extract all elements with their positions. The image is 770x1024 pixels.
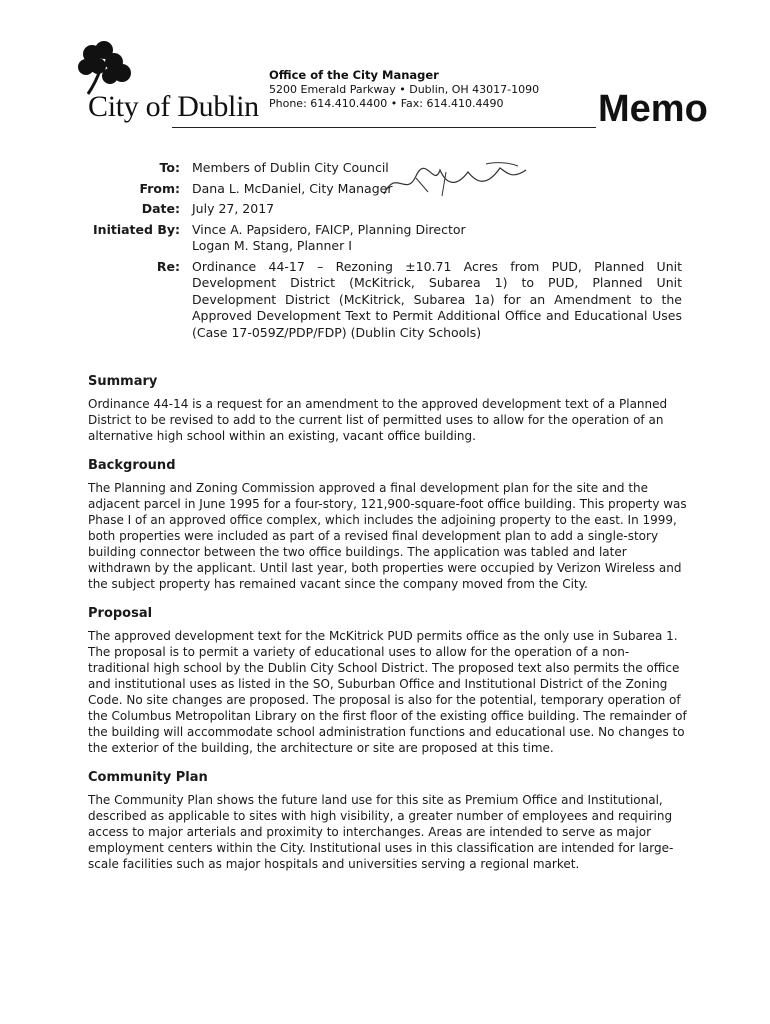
shamrock-icon xyxy=(74,40,144,96)
to-label: To: xyxy=(159,160,180,175)
memo-body xyxy=(88,374,688,886)
initiated-line-2: Logan M. Stang, Planner I xyxy=(192,238,352,253)
from-row xyxy=(82,181,682,198)
memo-fields xyxy=(82,160,682,345)
city-logo xyxy=(74,40,264,130)
header-divider xyxy=(172,127,596,128)
proposal-heading: Proposal xyxy=(88,606,153,621)
from-label: From: xyxy=(139,180,180,196)
background-text: The Planning and Zoning Commission approved a final development plan for the site and the adjacent parcel in June 1995 for a four-story, 121,900-square-foot office building. This property was Phase I of an approved office complex, which includes the adjoining property to the east. In 1999, both properties were included as part of a revised final development plan to add a single-story building connector between the two office buildings. The application was tabled and later withdrawn by the applicant. Until last year, both properties were occupied by Verizon Wireless and the subject property has remained vacant since the company moved from the City. xyxy=(88,481,687,591)
initiated-value xyxy=(192,222,682,255)
memo-title: Memo xyxy=(598,88,708,130)
logo-text: City of Dublin xyxy=(88,90,259,123)
office-block xyxy=(269,68,539,112)
re-value: Ordinance 44-17 – Rezoning ±10.71 Acres from PUD, Planned Unit Development District (McKitrick, Subarea 1) to PUD, Planned Unit Development District (McKitrick, Subarea 1a) for an Amendment to the Approved Development Text to Permit Additional Office and Educational Uses (Case 17-059Z/PDP/FDP) (Dublin City Schools) xyxy=(192,258,682,340)
initiated-line-1: Vince A. Papsidero, FAICP, Planning Director xyxy=(192,221,466,237)
community-plan-heading: Community Plan xyxy=(88,770,208,785)
to-row xyxy=(82,160,682,177)
summary-heading: Summary xyxy=(88,374,158,389)
date-label: Date: xyxy=(141,201,180,216)
community-plan-text: The Community Plan shows the future land use for this site as Premium Office and Institutional, described as applicable to sites with high visibility, a greater number of employees and requiring access to major arterials and proximity to interchanges. Areas are intended to serve as major employment centers within the City. Institutional uses in this classification are intended for large-scale facilities such as major hospitals and universities serving a regional market. xyxy=(88,793,674,871)
office-phone-fax: Phone: 614.410.4400 • Fax: 614.410.4490 xyxy=(269,97,504,110)
re-row xyxy=(82,259,682,342)
date-value: July 27, 2017 xyxy=(192,201,275,216)
to-value: Members of Dublin City Council xyxy=(192,160,389,175)
proposal-text: The approved development text for the McKitrick PUD permits office as the only use in Subarea 1. The proposal is to permit a variety of educational uses to allow for the operation of a non-traditional high school by the Dublin City School District. The proposed text also permits the office and institutional uses as listed in the SO, Suburban Office and Institutional District of the Zoning Code. No site changes are proposed. The proposal is also for the potential, temporary operation of the Columbus Metropolitan Library on the first floor of the existing office building. The remainder of the building will accommodate school administration functions and educational use. No changes to the exterior of the building, the architecture or site are proposed at this time. xyxy=(88,629,687,755)
from-value: Dana L. McDaniel, City Manager xyxy=(192,180,393,196)
date-row xyxy=(82,201,682,218)
initiated-label: Initiated By: xyxy=(93,221,180,237)
background-heading: Background xyxy=(88,458,176,473)
initiated-row xyxy=(82,222,682,255)
re-label: Re: xyxy=(156,258,180,274)
office-address: 5200 Emerald Parkway • Dublin, OH 43017-1090 xyxy=(269,82,540,96)
office-title: Office of the City Manager xyxy=(269,68,439,82)
summary-text: Ordinance 44-14 is a request for an amendment to the approved development text of a Planned District to be revised to add to the current list of permitted uses to allow for the operation of an alternative high school within an existing, vacant office building. xyxy=(88,397,668,443)
